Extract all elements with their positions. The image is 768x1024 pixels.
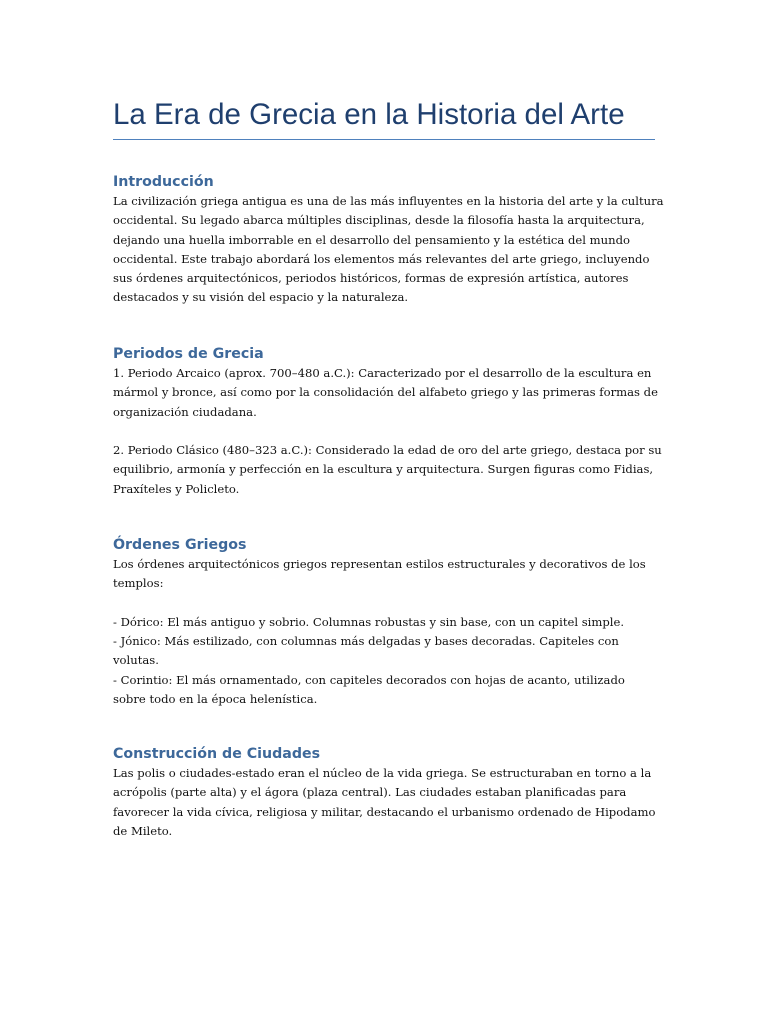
text-line: sus órdenes arquitectónicos, periodos históricos, formas de expresión artística, autores — [113, 271, 629, 286]
text-line: de Mileto. — [113, 823, 173, 838]
text-line: occidental. Este trabajo abordará los elementos más relevantes del arte griego, incluyendo — [113, 251, 650, 266]
text-line: favorecer la vida cívica, religiosa y militar, destacando el urbanismo ordenado de Hipodamo — [113, 804, 656, 819]
text-line: - Jónico: Más estilizado, con columnas más delgadas y bases decoradas. Capiteles con — [113, 634, 619, 649]
text-line: equilibrio, armonía y perfección en la escultura y arquitectura. Surgen figuras como Fidias, — [113, 462, 654, 477]
text-line: mármol y bronce, así como por la consolidación del alfabeto griego y las primeras formas de — [113, 385, 658, 400]
text-line: sobre todo en la época helenística. — [113, 692, 318, 707]
text-line: 2. Periodo Clásico (480–323 a.C.): Considerado la edad de oro del arte griego, destaca por su — [113, 443, 662, 458]
paragraph — [113, 364, 658, 422]
text-line: templos: — [113, 576, 164, 591]
section-heading: Órdenes Griegos — [113, 537, 247, 553]
section-construccion-de-ciudades — [113, 744, 658, 841]
text-line: - Dórico: El más antiguo y sobrio. Columnas robustas y sin base, con un capitel simple. — [113, 614, 625, 629]
section-ordenes-griegos — [113, 535, 658, 709]
section-periodos-de-grecia — [113, 344, 662, 499]
text-line: volutas. — [113, 653, 159, 668]
section-heading: Periodos de Grecia — [113, 346, 264, 362]
section-heading: Introducción — [113, 174, 214, 190]
paragraph — [113, 613, 658, 709]
text-line: Los órdenes arquitectónicos griegos representan estilos estructurales y decorativos de los — [113, 557, 646, 571]
text-line: Las polis o ciudades-estado eran el núcleo de la vida griega. Se estructuraban en torno a la — [113, 766, 652, 780]
section-heading: Construcción de Ciudades — [113, 746, 321, 762]
paragraph — [113, 555, 658, 594]
text-line: organización ciudadana. — [113, 404, 257, 419]
text-line: 1. Periodo Arcaico (aprox. 700–480 a.C.): Caracterizado por el desarrollo de la escultura en — [113, 366, 652, 380]
paragraph — [113, 192, 664, 308]
text-line: - Corintio: El más ornamentado, con capiteles decorados con hojas de acanto, utilizado — [113, 672, 625, 687]
text-line: acrópolis (parte alta) y el ágora (plaza central). Las ciudades estaban planificadas para — [113, 785, 627, 800]
text-line: La civilización griega antigua es una de las más influyentes en la historia del arte y la cultura — [113, 194, 664, 208]
text-line: Praxíteles y Policleto. — [113, 481, 240, 496]
text-line: destacados y su visión del espacio y la naturaleza. — [113, 290, 409, 305]
paragraph — [113, 441, 662, 499]
title-underline-rule — [113, 139, 655, 140]
document-title: La Era de Grecia en la Historia del Arte — [113, 98, 625, 131]
paragraph — [113, 764, 658, 841]
text-line: dejando una huella imborrable en el desarrollo del pensamiento y la estética del mundo — [113, 232, 630, 247]
text-line: occidental. Su legado abarca múltiples disciplinas, desde la filosofía hasta la arquitectura, — [113, 213, 645, 228]
section-introduccion — [113, 172, 664, 308]
